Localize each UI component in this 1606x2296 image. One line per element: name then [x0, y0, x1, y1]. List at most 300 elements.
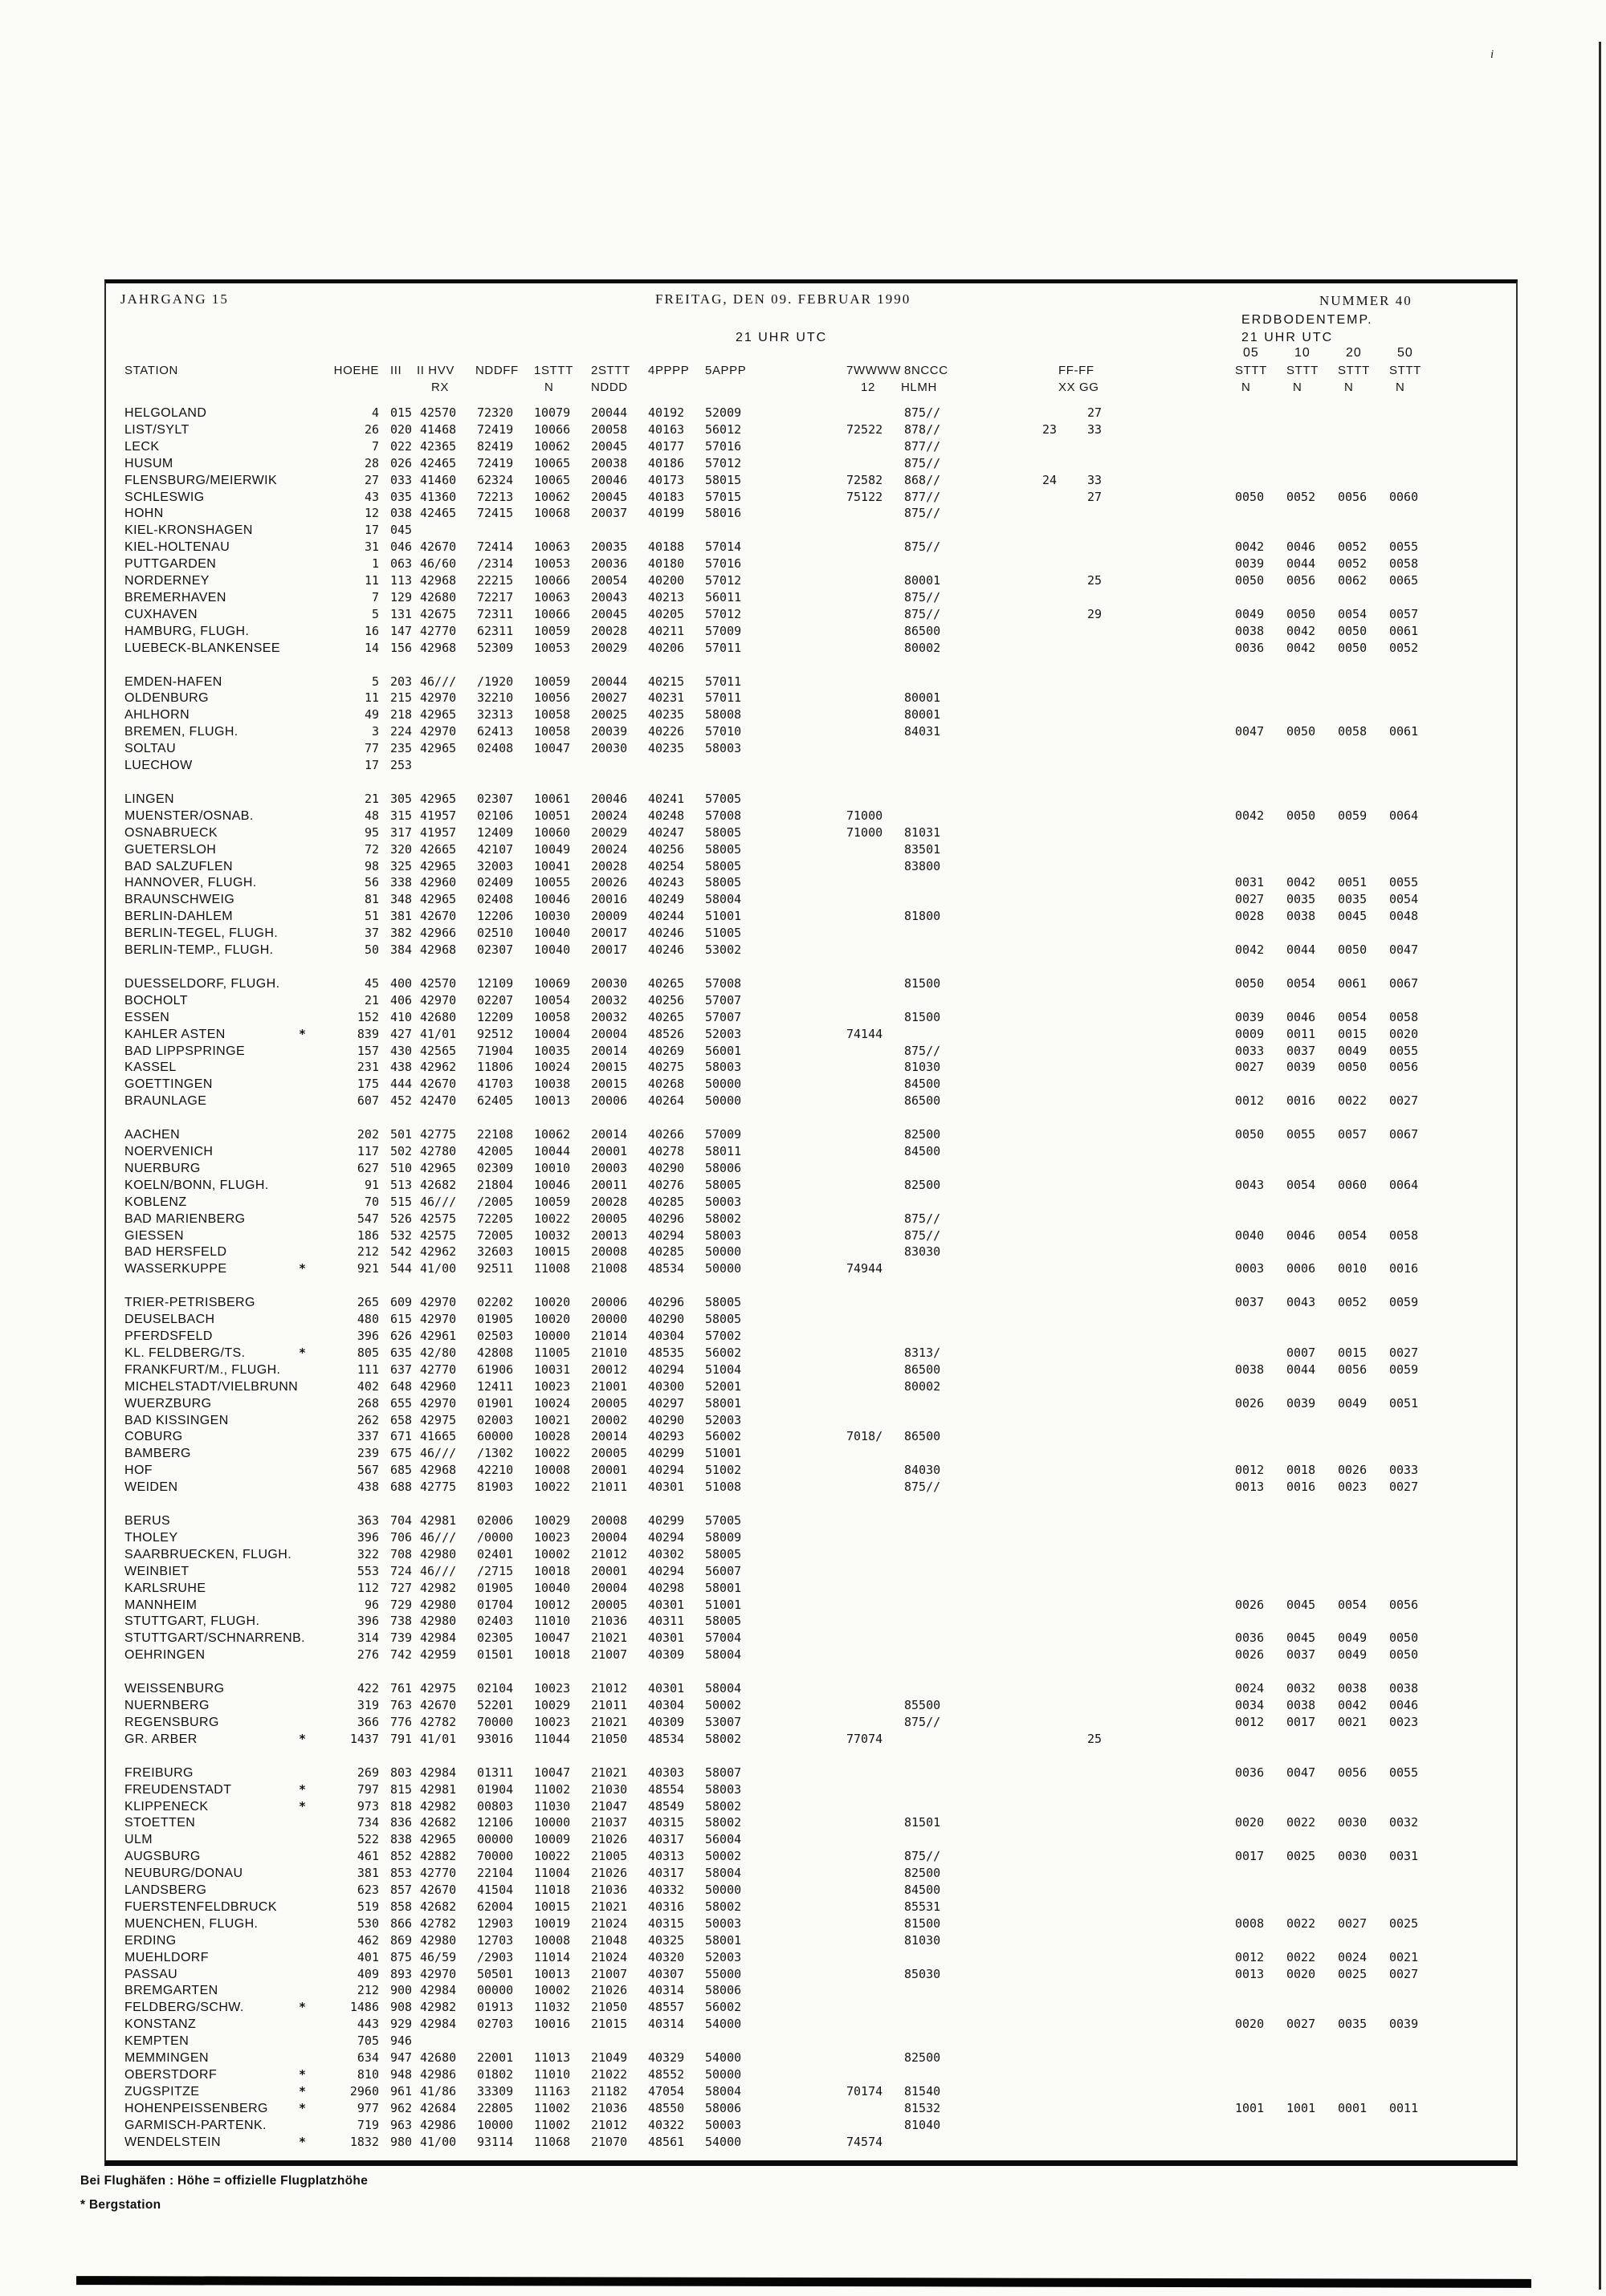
cell-erdboden-sttt-10: 0037 — [1286, 1044, 1316, 1058]
cell-1sttt: 10046 — [534, 892, 571, 906]
sub-header-nddd: NDDD — [591, 381, 628, 394]
cell-4pppp: 40211 — [648, 624, 685, 638]
cell-4pppp: 40322 — [648, 2118, 685, 2132]
cell-erdboden-sttt-50: 0056 — [1389, 1598, 1419, 1612]
cell-nddff: 33309 — [477, 2084, 514, 2099]
cell-hoehe: 530 — [357, 1916, 379, 1931]
station-row — [0, 860, 1606, 877]
cell-4pppp: 40256 — [648, 993, 685, 1008]
cell-ii-hvv-rx: 42775 — [420, 1127, 457, 1142]
cell-nddff: 10000 — [477, 2118, 514, 2132]
cell-iii: 022 — [390, 439, 413, 454]
cell-iii: 688 — [390, 1480, 413, 1494]
cell-bergstation-mark: * — [299, 1732, 307, 1746]
cell-iii: 635 — [390, 1345, 413, 1360]
cell-1sttt: 10059 — [534, 624, 571, 638]
col-header-5appp: 5APPP — [705, 364, 747, 377]
cell-station-name: BRAUNSCHWEIG — [124, 893, 235, 906]
cell-1sttt: 10029 — [534, 1698, 571, 1712]
cell-ii-hvv-rx: 42684 — [420, 2101, 457, 2115]
cell-1sttt: 11008 — [534, 1261, 571, 1276]
cell-1sttt: 11044 — [534, 1732, 571, 1746]
cell-erdboden-sttt-50: 0058 — [1389, 1228, 1419, 1243]
cell-hoehe: 17 — [364, 758, 379, 772]
cell-erdboden-sttt-20: 0050 — [1338, 1060, 1368, 1074]
cell-erdboden-sttt-10: 0037 — [1286, 1647, 1316, 1662]
cell-station-name: SAARBRUECKEN, FLUGH. — [124, 1548, 292, 1561]
cell-hoehe: 522 — [357, 1832, 379, 1846]
cell-5appp: 58004 — [705, 1866, 742, 1880]
cell-2sttt: 20005 — [591, 1211, 628, 1226]
cell-erdboden-sttt-10: 0039 — [1286, 1396, 1316, 1411]
cell-5appp: 57010 — [705, 724, 742, 739]
cell-nddff: 01913 — [477, 2000, 514, 2014]
cell-erdboden-sttt-20: 0054 — [1338, 1010, 1368, 1024]
cell-station-name: FUERSTENFELDBRUCK — [124, 1900, 277, 1914]
cell-ii-hvv-rx: 42782 — [420, 1715, 457, 1729]
cell-5appp: 56011 — [705, 590, 742, 605]
cell-nddff: 02403 — [477, 1614, 514, 1628]
cell-station-name: KOBLENZ — [124, 1195, 187, 1209]
cell-iii: 615 — [390, 1312, 413, 1326]
cell-5appp: 58004 — [705, 892, 742, 906]
cell-station-name: THOLEY — [124, 1531, 178, 1545]
cell-5appp: 58005 — [705, 825, 742, 840]
cell-2sttt: 21010 — [591, 1345, 628, 1360]
cell-5appp: 56002 — [705, 2000, 742, 2014]
cell-hoehe: 567 — [357, 1463, 379, 1477]
cell-2sttt: 21030 — [591, 1782, 628, 1797]
cell-iii: 739 — [390, 1630, 413, 1645]
cell-8nccc: 875// — [904, 607, 941, 621]
cell-nddff: 62405 — [477, 1093, 514, 1108]
cell-5appp: 51008 — [705, 1480, 742, 1494]
station-row — [0, 507, 1606, 523]
cell-4pppp: 40275 — [648, 1060, 685, 1074]
cell-4pppp: 40304 — [648, 1329, 685, 1343]
cell-erdboden-sttt-10: 0046 — [1286, 1010, 1316, 1024]
cell-1sttt: 11163 — [534, 2084, 571, 2099]
cell-nddff: 01704 — [477, 1598, 514, 1612]
cell-ii-hvv-rx: 42575 — [420, 1228, 457, 1243]
cell-5appp: 57016 — [705, 439, 742, 454]
station-row — [0, 1699, 1606, 1716]
station-row — [0, 2051, 1606, 2068]
cell-erdboden-sttt-50: 0011 — [1389, 2101, 1419, 2115]
cell-2sttt: 21021 — [591, 1899, 628, 1914]
cell-5appp: 58001 — [705, 1396, 742, 1411]
cell-5appp: 57005 — [705, 1513, 742, 1528]
cell-station-name: WEINBIET — [124, 1565, 190, 1578]
scan-corner-mark: i — [1490, 48, 1494, 61]
cell-1sttt: 10020 — [534, 1295, 571, 1309]
cell-nddff: 00803 — [477, 1799, 514, 1814]
cell-2sttt: 21026 — [591, 1866, 628, 1880]
depth-label-20: 20 — [1346, 346, 1362, 360]
station-row — [0, 1447, 1606, 1463]
cell-4pppp: 40264 — [648, 1093, 685, 1108]
cell-erdboden-sttt-10: 0054 — [1286, 976, 1316, 991]
cell-nddff: 22805 — [477, 2101, 514, 2115]
cell-nddff: 32003 — [477, 859, 514, 873]
cell-nddff: 70000 — [477, 1849, 514, 1863]
cell-5appp: 57004 — [705, 1630, 742, 1645]
cell-erdboden-sttt-10: 0055 — [1286, 1127, 1316, 1142]
cell-iii: 908 — [390, 2000, 413, 2014]
cell-station-name: REGENSBURG — [124, 1716, 219, 1729]
cell-iii: 893 — [390, 1967, 413, 1981]
cell-5appp: 51002 — [705, 1463, 742, 1477]
cell-8nccc: 875// — [904, 1849, 941, 1863]
cell-ii-hvv-rx: 41957 — [420, 825, 457, 840]
cell-station-name: BERLIN-DAHLEM — [124, 910, 234, 923]
cell-4pppp: 40298 — [648, 1581, 685, 1595]
cell-8nccc: 875// — [904, 1044, 941, 1058]
cell-hoehe: 322 — [357, 1547, 379, 1561]
cell-ii-hvv-rx: 42975 — [420, 1681, 457, 1696]
cell-2sttt: 20027 — [591, 690, 628, 705]
cell-4pppp: 40293 — [648, 1429, 685, 1443]
cell-5appp: 50002 — [705, 1849, 742, 1863]
cell-station-name: BRAUNLAGE — [124, 1094, 207, 1108]
cell-ff-xx: 24 — [1042, 473, 1058, 487]
cell-hoehe: 839 — [357, 1027, 379, 1041]
cell-hoehe: 81 — [364, 892, 379, 906]
cell-iii: 338 — [390, 875, 413, 889]
cell-iii: 406 — [390, 993, 413, 1008]
cell-station-name: MUENSTER/OSNAB. — [124, 809, 254, 823]
cell-iii: 384 — [390, 942, 413, 957]
cell-nddff: 02703 — [477, 2017, 514, 2031]
cell-1sttt: 10032 — [534, 1228, 571, 1243]
cell-nddff: 02307 — [477, 792, 514, 806]
cell-hoehe: 443 — [357, 2017, 379, 2031]
cell-4pppp: 40315 — [648, 1916, 685, 1931]
cell-1sttt: 11002 — [534, 1782, 571, 1797]
cell-bergstation-mark: * — [299, 1799, 307, 1814]
cell-1sttt: 10079 — [534, 405, 571, 420]
cell-hoehe: 422 — [357, 1681, 379, 1696]
cell-ii-hvv-rx: 42/80 — [420, 1345, 457, 1360]
cell-4pppp: 40246 — [648, 926, 685, 940]
cell-nddff: /2903 — [477, 1950, 514, 1964]
cell-hoehe: 805 — [357, 1345, 379, 1360]
cell-nddff: 42107 — [477, 842, 514, 857]
cell-hoehe: 977 — [357, 2101, 379, 2115]
cell-2sttt: 20001 — [591, 1144, 628, 1158]
cell-erdboden-sttt-05: 0027 — [1235, 1060, 1265, 1074]
cell-8nccc: 81500 — [904, 1010, 941, 1024]
cell-erdboden-sttt-10: 0011 — [1286, 1027, 1316, 1041]
cell-ii-hvv-rx: 42670 — [420, 909, 457, 923]
cell-4pppp: 40205 — [648, 607, 685, 621]
cell-iii: 637 — [390, 1362, 413, 1377]
cell-erdboden-sttt-05: 0026 — [1235, 1396, 1265, 1411]
station-row — [0, 1766, 1606, 1783]
cell-erdboden-sttt-50: 0033 — [1389, 1463, 1419, 1477]
station-row — [0, 1380, 1606, 1397]
cell-nddff: 70000 — [477, 1715, 514, 1729]
cell-2sttt: 20015 — [591, 1077, 628, 1091]
station-row — [0, 457, 1606, 474]
cell-1sttt: 10016 — [534, 2017, 571, 2031]
station-row — [0, 2001, 1606, 2017]
cell-iii: 038 — [390, 506, 413, 520]
cell-station-name: CUXHAVEN — [124, 608, 198, 621]
nummer-label: NUMMER 40 — [1319, 293, 1412, 308]
cell-iii: 444 — [390, 1077, 413, 1091]
cell-iii: 727 — [390, 1581, 413, 1595]
cell-erdboden-sttt-20: 0059 — [1338, 808, 1368, 823]
cell-ii-hvv-rx: 46/// — [420, 674, 457, 689]
cell-1sttt: 10022 — [534, 1446, 571, 1460]
cell-5appp: 52003 — [705, 1413, 742, 1427]
cell-hoehe: 921 — [357, 1261, 379, 1276]
cell-2sttt: 21021 — [591, 1630, 628, 1645]
cell-erdboden-sttt-05: 0031 — [1235, 875, 1265, 889]
cell-erdboden-sttt-05: 0013 — [1235, 1480, 1265, 1494]
cell-5appp: 50003 — [705, 2118, 742, 2132]
cell-2sttt: 20028 — [591, 859, 628, 873]
cell-2sttt: 20030 — [591, 976, 628, 991]
cell-ii-hvv-rx: 42966 — [420, 926, 457, 940]
cell-5appp: 58003 — [705, 1228, 742, 1243]
cell-ii-hvv-rx: 42782 — [420, 1916, 457, 1931]
cell-erdboden-sttt-20: 0058 — [1338, 724, 1368, 739]
cell-4pppp: 40183 — [648, 490, 685, 504]
cell-5appp: 58015 — [705, 473, 742, 487]
cell-station-name: SOLTAU — [124, 742, 177, 755]
cell-hoehe: 175 — [357, 1077, 379, 1091]
cell-5appp: 56002 — [705, 1429, 742, 1443]
station-row — [0, 1060, 1606, 1077]
cell-5appp: 50000 — [705, 1883, 742, 1897]
cell-ii-hvv-rx: 41/00 — [420, 2135, 457, 2149]
cell-8nccc: 85030 — [904, 1967, 941, 1981]
cell-hoehe: 262 — [357, 1413, 379, 1427]
cell-5appp: 58003 — [705, 1060, 742, 1074]
cell-erdboden-sttt-20: 0054 — [1338, 607, 1368, 621]
cell-iii: 671 — [390, 1429, 413, 1443]
cell-2sttt: 20003 — [591, 1161, 628, 1175]
cell-erdboden-sttt-05: 0036 — [1235, 1630, 1265, 1645]
cell-8nccc: 875// — [904, 506, 941, 520]
cell-ii-hvv-rx: 42665 — [420, 842, 457, 857]
cell-hoehe: 50 — [364, 942, 379, 957]
cell-1sttt: 10018 — [534, 1564, 571, 1578]
cell-1sttt: 10063 — [534, 539, 571, 554]
cell-station-name: STUTTGART/SCHNARRENB. — [124, 1631, 306, 1645]
cell-2sttt: 20013 — [591, 1228, 628, 1243]
cell-hoehe: 627 — [357, 1161, 379, 1175]
cell-1sttt: 11068 — [534, 2135, 571, 2149]
cell-erdboden-sttt-20: 0052 — [1338, 556, 1368, 571]
cell-2sttt: 21014 — [591, 1329, 628, 1343]
cell-2sttt: 20036 — [591, 556, 628, 571]
cell-station-name: GUETERSLOH — [124, 843, 217, 857]
cell-1sttt: 11013 — [534, 2050, 571, 2065]
cell-5appp: 54000 — [705, 2135, 742, 2149]
cell-iii: 685 — [390, 1463, 413, 1477]
cell-4pppp: 48552 — [648, 2067, 685, 2082]
cell-station-name: WEIDEN — [124, 1480, 178, 1494]
cell-4pppp: 40180 — [648, 556, 685, 571]
cell-hoehe: 17 — [364, 523, 379, 537]
cell-ii-hvv-rx: 42968 — [420, 641, 457, 655]
cell-nddff: 02401 — [477, 1547, 514, 1561]
cell-2sttt: 20014 — [591, 1044, 628, 1058]
cell-ii-hvv-rx: 42981 — [420, 1782, 457, 1797]
cell-1sttt: 10030 — [534, 909, 571, 923]
cell-erdboden-sttt-50: 0027 — [1389, 1093, 1419, 1108]
cell-5appp: 57009 — [705, 1127, 742, 1142]
station-row — [0, 1514, 1606, 1531]
cell-8nccc: 875// — [904, 405, 941, 420]
cell-station-name: HUSUM — [124, 457, 173, 470]
cell-station-name: BREMEN, FLUGH. — [124, 725, 238, 739]
cell-nddff: 72205 — [477, 1211, 514, 1226]
cell-4pppp: 40307 — [648, 1967, 685, 1981]
cell-1sttt: 11032 — [534, 2000, 571, 2014]
cell-1sttt: 11014 — [534, 1950, 571, 1964]
cell-4pppp: 48549 — [648, 1799, 685, 1814]
cell-hoehe: 396 — [357, 1614, 379, 1628]
cell-2sttt: 20029 — [591, 825, 628, 840]
cell-2sttt: 20004 — [591, 1530, 628, 1545]
cell-ii-hvv-rx: 41/01 — [420, 1027, 457, 1041]
cell-station-name: BAD SALZUFLEN — [124, 860, 234, 873]
cell-5appp: 58002 — [705, 1732, 742, 1746]
cell-erdboden-sttt-10: 0045 — [1286, 1630, 1316, 1645]
cell-2sttt: 20012 — [591, 1362, 628, 1377]
cell-hoehe: 3 — [371, 724, 379, 739]
cell-nddff: 32603 — [477, 1244, 514, 1259]
cell-station-name: HOHN — [124, 507, 164, 520]
cell-erdboden-sttt-10: 0046 — [1286, 1228, 1316, 1243]
cell-4pppp: 40276 — [648, 1178, 685, 1192]
cell-1sttt: 10044 — [534, 1144, 571, 1158]
cell-iii: 929 — [390, 2017, 413, 2031]
station-row — [0, 1313, 1606, 1329]
station-row — [0, 1296, 1606, 1313]
cell-hoehe: 797 — [357, 1782, 379, 1797]
col-header-hoehe: HOEHE — [333, 364, 379, 377]
cell-5appp: 57011 — [705, 674, 742, 689]
cell-4pppp: 48534 — [648, 1732, 685, 1746]
cell-ii-hvv-rx: 41957 — [420, 808, 457, 823]
cell-iii: 875 — [390, 1950, 413, 1964]
cell-station-name: STOETTEN — [124, 1816, 196, 1830]
cell-erdboden-sttt-10: 0042 — [1286, 624, 1316, 638]
cell-erdboden-sttt-05: 0026 — [1235, 1598, 1265, 1612]
cell-5appp: 56004 — [705, 1832, 742, 1846]
cell-8nccc: 875// — [904, 1480, 941, 1494]
cell-nddff: 82419 — [477, 439, 514, 454]
cell-1sttt: 10038 — [534, 1077, 571, 1091]
cell-nddff: 22104 — [477, 1866, 514, 1880]
cell-hoehe: 12 — [364, 506, 379, 520]
cell-4pppp: 40290 — [648, 1161, 685, 1175]
station-row — [0, 1917, 1606, 1934]
cell-5appp: 58005 — [705, 842, 742, 857]
cell-ii-hvv-rx: 42981 — [420, 1513, 457, 1528]
station-row — [0, 994, 1606, 1011]
col-header-ff-ff: FF-FF — [1058, 364, 1094, 377]
station-row — [0, 2068, 1606, 2085]
cell-iii: 869 — [390, 1933, 413, 1948]
cell-1sttt: 10015 — [534, 1899, 571, 1914]
cell-nddff: 01905 — [477, 1581, 514, 1595]
cell-station-name: STUTTGART, FLUGH. — [124, 1614, 260, 1628]
cell-hoehe: 14 — [364, 641, 379, 655]
cell-1sttt: 10063 — [534, 590, 571, 605]
cell-5appp: 58002 — [705, 1815, 742, 1830]
cell-5appp: 58007 — [705, 1765, 742, 1780]
cell-4pppp: 40186 — [648, 456, 685, 470]
cell-8nccc: 868// — [904, 473, 941, 487]
cell-1sttt: 10066 — [534, 573, 571, 588]
cell-2sttt: 21021 — [591, 1715, 628, 1729]
cell-erdboden-sttt-10: 0056 — [1286, 573, 1316, 588]
cell-iii: 648 — [390, 1379, 413, 1394]
col-header-nddff: NDDFF — [475, 364, 519, 377]
cell-2sttt: 21036 — [591, 2101, 628, 2115]
cell-ii-hvv-rx: 42770 — [420, 1866, 457, 1880]
cell-2sttt: 21024 — [591, 1950, 628, 1964]
cell-1sttt: 10054 — [534, 993, 571, 1008]
cell-erdboden-sttt-20: 0049 — [1338, 1044, 1368, 1058]
col-header-8nccc: 8NCCC — [904, 364, 948, 377]
cell-ii-hvv-rx: 42682 — [420, 1815, 457, 1830]
erdbodentemp-title: ERDBODENTEMP. — [1241, 313, 1373, 327]
cell-erdboden-sttt-50: 0057 — [1389, 607, 1419, 621]
cell-2sttt: 21047 — [591, 1799, 628, 1814]
cell-station-name: LIST/SYLT — [124, 423, 190, 437]
cell-nddff: 32210 — [477, 690, 514, 705]
cell-erdboden-sttt-20: 0035 — [1338, 2017, 1368, 2031]
cell-nddff: 00000 — [477, 1983, 514, 1997]
cell-5appp: 57012 — [705, 607, 742, 621]
cell-erdboden-sttt-50: 0054 — [1389, 892, 1419, 906]
cell-nddff: 42005 — [477, 1144, 514, 1158]
cell-5appp: 58001 — [705, 1581, 742, 1595]
cell-2sttt: 21050 — [591, 1732, 628, 1746]
cell-hoehe: 31 — [364, 539, 379, 554]
cell-nddff: 12903 — [477, 1916, 514, 1931]
cell-4pppp: 48550 — [648, 2101, 685, 2115]
cell-1sttt: 10061 — [534, 792, 571, 806]
cell-5appp: 51001 — [705, 1598, 742, 1612]
cell-erdboden-sttt-50: 0060 — [1389, 490, 1419, 504]
cell-nddff: 72005 — [477, 1228, 514, 1243]
cell-8nccc: 875// — [904, 1715, 941, 1729]
cell-erdboden-sttt-05: 0033 — [1235, 1044, 1265, 1058]
cell-erdboden-sttt-05: 0038 — [1235, 1362, 1265, 1377]
station-row — [0, 1598, 1606, 1615]
station-row — [0, 2017, 1606, 2034]
cell-iii: 045 — [390, 523, 413, 537]
cell-ii-hvv-rx: 42970 — [420, 1312, 457, 1326]
cell-erdboden-sttt-05: 0047 — [1235, 724, 1265, 739]
cell-station-name: PASSAU — [124, 1968, 178, 1981]
cell-8nccc: 80002 — [904, 641, 941, 655]
cell-station-name: NUERNBERG — [124, 1699, 210, 1712]
cell-nddff: 12109 — [477, 976, 514, 991]
station-row — [0, 1044, 1606, 1061]
cell-ii-hvv-rx: 46/59 — [420, 1950, 457, 1964]
station-row — [0, 1262, 1606, 1279]
cell-hoehe: 401 — [357, 1950, 379, 1964]
